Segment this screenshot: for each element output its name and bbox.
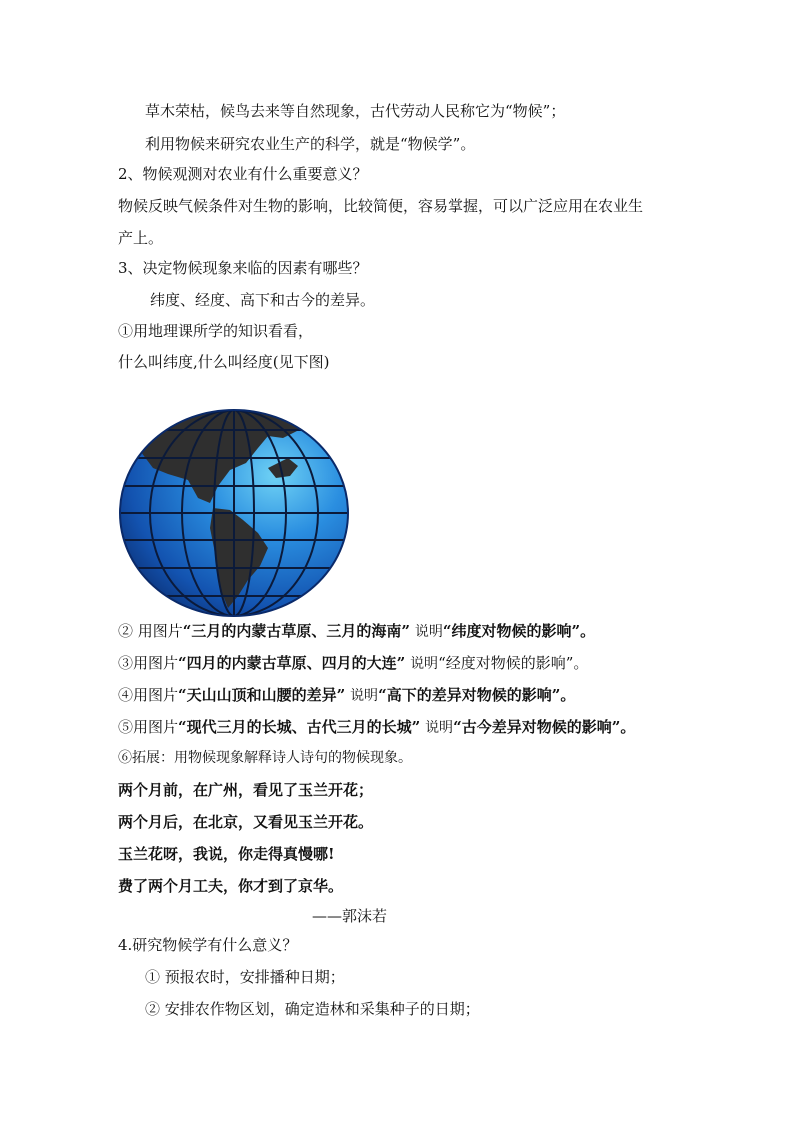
globe-icon [118,408,350,618]
poem-author: ——郭沫若 [312,907,388,925]
q3-point1-line-1: ①用地理课所学的知识看看， [118,322,314,340]
q2-answer-line-2: 产上。 [118,229,164,247]
item-latitude: ② 用图片“三月的内蒙古草原、三月的海南” 说明“纬度对物候的影响”。 [118,622,596,640]
q3-point1-line-2: 什么叫纬度,什么叫经度(见下图) [118,353,330,371]
intro-line-1: 草木荣枯，候鸟去来等自然现象，古代劳动人民称它为“物候”； [145,102,566,120]
item-longitude: ③用图片“四月的内蒙古草原、四月的大连” 说明“经度对物候的影响”。 [118,654,589,672]
poem-line-4: 费了两个月工夫，你才到了京华。 [118,877,344,895]
q2-heading: 2、物候观测对农业有什么重要意义？ [118,165,368,183]
q4-heading: 4.研究物候学有什么意义？ [118,936,298,954]
poem-line-1: 两个月前，在广州，看见了玉兰开花； [118,781,374,799]
intro-line-2: 利用物候来研究农业生产的科学，就是“物候学”。 [145,135,476,153]
item-ancient-modern: ⑤用图片“现代三月的长城、古代三月的长城” 说明“古今差异对物候的影响”。 [118,718,636,736]
q4-point-2: ② 安排农作物区划，确定造林和采集种子的日期； [145,1000,480,1018]
q4-point-1: ① 预报农时，安排播种日期； [145,968,345,986]
q2-answer-line-1: 物候反映气候条件对生物的影响，比较简便，容易掌握，可以广泛应用在农业生 [118,197,644,215]
q3-heading: 3、决定物候现象来临的因素有哪些？ [118,259,368,277]
poem-line-2: 两个月后，在北京，又看见玉兰开花。 [118,813,374,831]
extension-text: ⑥拓展：用物候现象解释诗人诗句的物候现象。 [118,750,412,766]
item-altitude: ④用图片“天山山顶和山腰的差异” 说明“高下的差异对物候的影响”。 [118,686,576,704]
poem-line-3: 玉兰花呀，我说，你走得真慢哪! [118,845,335,863]
q3-answer: 纬度、经度、高下和古今的差异。 [150,291,376,309]
